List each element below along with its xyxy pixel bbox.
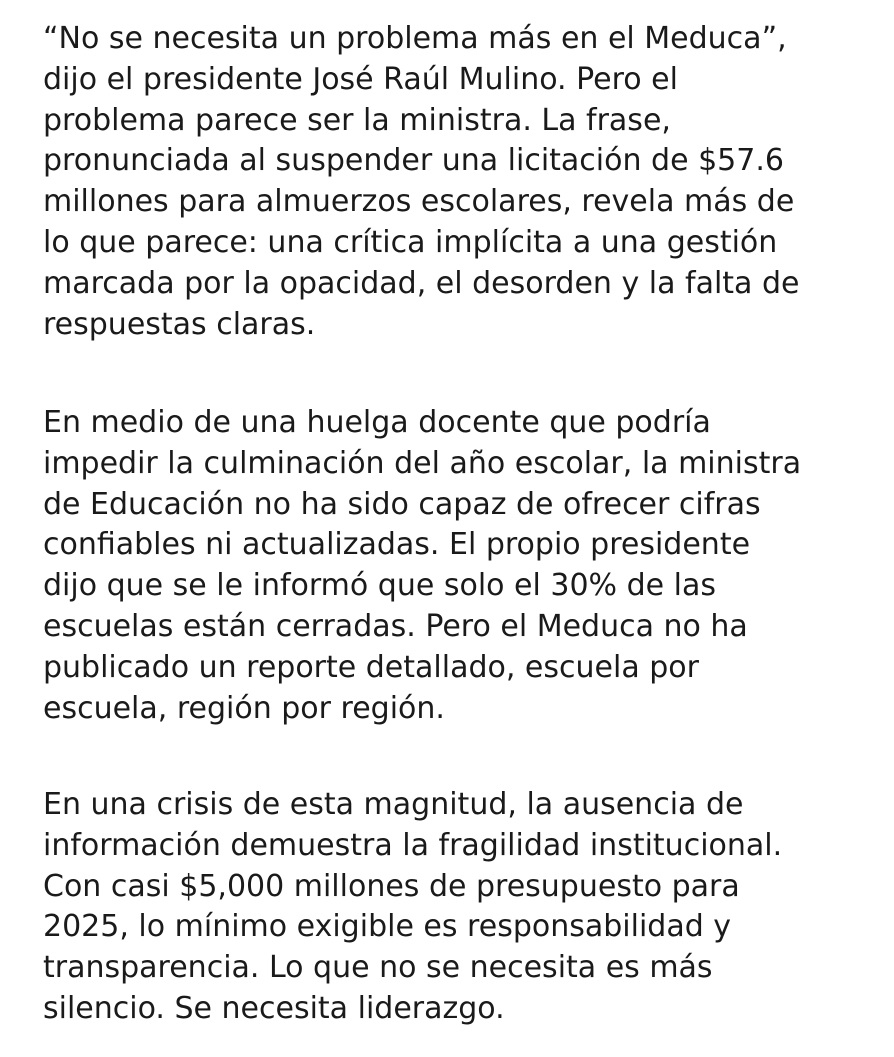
text-line: respuestas claras. <box>43 306 316 342</box>
text-line: Con casi $5,000 millones de presupuesto para <box>43 868 740 904</box>
text-line: pronunciada al suspender una licitación de $57.6 <box>43 143 784 179</box>
paragraph-1 <box>43 19 799 345</box>
text-line: En medio de una huelga docente que podría <box>43 405 711 440</box>
text-line: confiables ni actualizadas. El propio presidente <box>43 527 751 563</box>
text-line: dijo el presidente José Raúl Mulino. Pero el <box>43 61 678 97</box>
text-line: “No se necesita un problema más en el Meduca”, <box>43 21 787 56</box>
text-line: de Educación no ha sido capaz de ofrecer cifras <box>43 486 761 522</box>
text-line: millones para almuerzos escolares, revela más de <box>43 184 795 220</box>
text-line: 2025, lo mínimo exigible es responsabilidad y <box>43 909 732 945</box>
text-line: marcada por la opacidad, el desorden y la falta de <box>43 265 800 301</box>
text-line: lo que parece: una crítica implícita a una gestión <box>43 224 778 260</box>
paragraph-3 <box>43 785 782 1030</box>
text-line: información demuestra la fragilidad institucional. <box>43 827 783 863</box>
text-line: problema parece ser la ministra. La frase, <box>43 102 671 138</box>
paragraph-2 <box>43 403 801 729</box>
text-line: impedir la culminación del año escolar, la ministra <box>43 445 802 481</box>
text-line: dijo que se le informó que solo el 30% de las <box>43 568 716 604</box>
text-line: publicado un reporte detallado, escuela por <box>43 649 699 685</box>
text-line: transparencia. Lo que no se necesita es más <box>43 950 713 986</box>
text-line: escuelas están cerradas. Pero el Meduca no ha <box>43 608 748 644</box>
text-line: escuela, región por región. <box>43 690 445 726</box>
text-line: silencio. Se necesita liderazgo. <box>43 990 505 1026</box>
text-line: En una crisis de esta magnitud, la ausencia de <box>43 787 744 822</box>
